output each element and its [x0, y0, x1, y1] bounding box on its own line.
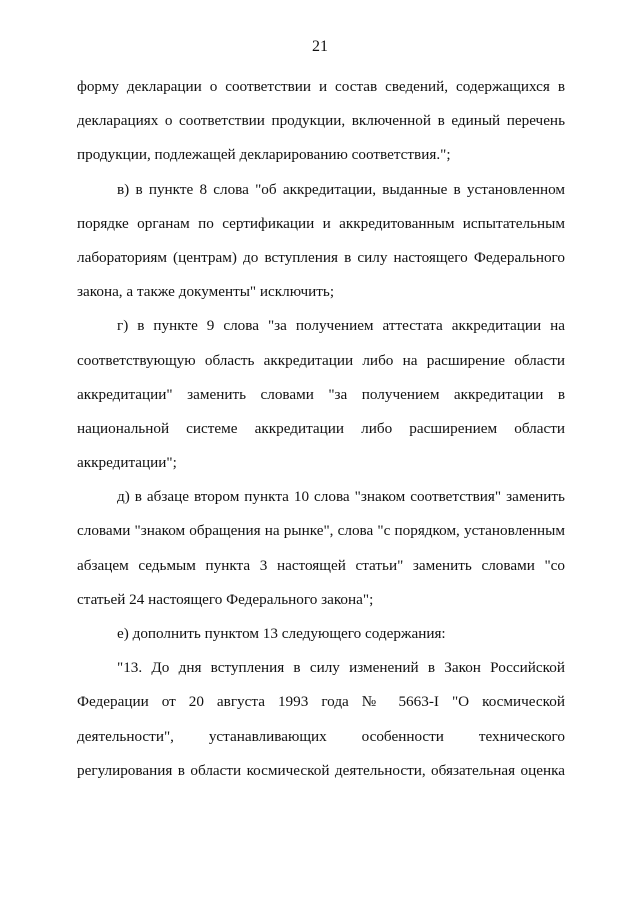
- text-line: в) в пункте 8 слова "об аккредитации, выданные в установленном: [117, 180, 565, 198]
- text-line: е) дополнить пунктом 13 следующего содержания:: [117, 625, 446, 642]
- text-line: декларациях о соответствии продукции, включенной в единый перечень: [77, 112, 565, 130]
- text-line: соответствующую область аккредитации либо на расширение области: [77, 351, 565, 369]
- text-line: национальной системе аккредитации либо расширением области: [77, 419, 565, 437]
- text-line: "13. До дня вступления в силу изменений в Закон Российской: [117, 659, 565, 677]
- text-line: Федерации от 20 августа 1993 года № 5663-I "О космической: [77, 693, 565, 711]
- text-line: словами "знаком обращения на рынке", слова "с порядком, установленным: [77, 522, 565, 540]
- text-line: регулирования в области космической деятельности, обязательная оценка: [77, 761, 565, 779]
- text-line: порядке органам по сертификации и аккредитованным испытательным: [77, 214, 565, 232]
- text-line: аккредитации";: [77, 454, 177, 472]
- text-line: продукции, подлежащей декларированию соответствия.";: [77, 146, 451, 164]
- text-line: д) в абзаце втором пункта 10 слова "знаком соответствия" заменить: [117, 488, 565, 506]
- text-line: форму декларации о соответствии и состав сведений, содержащихся в: [77, 78, 565, 95]
- page-number: 21: [312, 38, 328, 55]
- document-body: [77, 70, 565, 788]
- text-line: статьей 24 настоящего Федерального закона";: [77, 590, 374, 608]
- text-line: деятельности", устанавливающих особенности технического: [77, 727, 565, 745]
- text-line: абзацем седьмым пункта 3 настоящей статьи" заменить словами "со: [77, 556, 565, 574]
- text-line: аккредитации" заменить словами "за получением аккредитации в: [77, 385, 565, 403]
- text-line: г) в пункте 9 слова "за получением аттестата аккредитации на: [117, 317, 565, 335]
- text-line: закона, а также документы" исключить;: [77, 283, 335, 301]
- text-line: лабораториям (центрам) до вступления в силу настоящего Федерального: [77, 248, 565, 266]
